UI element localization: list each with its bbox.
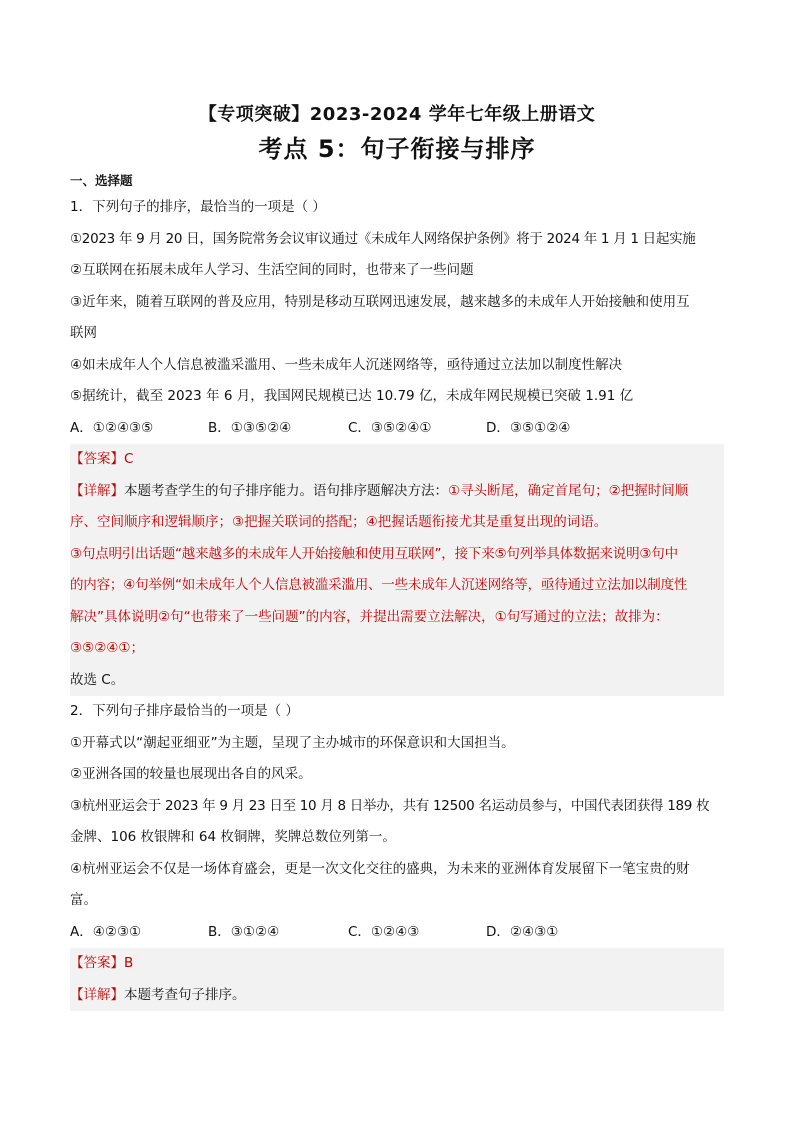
detail-tag: 【详解】	[70, 482, 124, 499]
option-c[interactable]: C．①②④③	[348, 923, 420, 940]
answer-value: C	[124, 451, 134, 467]
option-b[interactable]: B．③①②④	[208, 923, 280, 940]
detail-line-5: 解决”具体说明②句“也带来了一些问题”的内容，并提出需要立法解决，①句写通过的立法；故排为：	[70, 608, 669, 625]
answer-block	[70, 444, 724, 696]
conclusion-line: 故选 C。	[70, 671, 125, 688]
answer-block	[70, 948, 724, 1011]
sentence-3b: 联网	[70, 325, 97, 341]
sentence-4b: 富。	[70, 892, 97, 908]
sentence-3b: 金牌、106 枚银牌和 64 枚铜牌，奖牌总数位列第一。	[70, 829, 396, 845]
document-page	[70, 100, 724, 1011]
option-d[interactable]: D．②④③①	[486, 923, 559, 940]
sentence-4: ④如未成年人个人信息被滥采滥用、一些未成年人沉迷网络等，亟待通过立法加以制度性解决	[70, 356, 623, 373]
detail-line-2: 序、空间顺序和逻辑顺序；③把握关联词的搭配；④把握话题衔接尤其是重复出现的词语。	[70, 514, 608, 530]
option-a[interactable]: A．①②④③⑤	[70, 419, 154, 436]
answer-line	[70, 444, 724, 476]
option-c[interactable]: C．③⑤②④①	[348, 419, 432, 436]
detail-line-1	[70, 476, 724, 508]
option-a[interactable]: A．④②③①	[70, 923, 142, 940]
answer-tag: 【答案】	[70, 955, 124, 971]
detail-line-4: 的内容；④句举例“如未成年人个人信息被滥采滥用、一些未成年人沉迷网络等，亟待通过立法加以制度性	[70, 577, 688, 593]
document-subtitle: 考点 5：句子衔接与排序	[258, 135, 536, 163]
detail-line-3: ③句点明引出话题“越来越多的未成年人开始接触和使用互联网”，接下来⑤句列举具体数据来说明③句中	[70, 545, 678, 562]
question-stem: 2．下列句子排序最恰当的一项是（ ）	[70, 703, 299, 719]
sentence-3a: ③近年来，随着互联网的普及应用，特别是移动互联网迅速发展，越来越多的未成年人开始接触和使用互	[70, 293, 690, 310]
detail-text: 本题考查句子排序。	[124, 986, 246, 1003]
sentence-5: ⑤据统计，截至 2023 年 6 月，我国网民规模已达 10.79 亿，未成年网民规模已突破 1.91 亿	[70, 388, 634, 404]
question-stem: 1．下列句子的排序，最恰当的一项是（ ）	[70, 199, 326, 215]
sentence-2: ②亚洲各国的较量也展现出各自的风采。	[70, 766, 312, 782]
options-row	[70, 917, 724, 949]
option-b[interactable]: B．①③⑤②④	[208, 419, 292, 436]
sentence-4a: ④杭州亚运会不仅是一场体育盛会，更是一次文化交往的盛典，为未来的亚洲体育发展留下一笔宝贵的财	[70, 860, 690, 877]
document-title: 【专项突破】2023-2024 学年七年级上册语文	[198, 104, 596, 125]
detail-tag: 【详解】	[70, 986, 124, 1003]
options-row	[70, 413, 724, 445]
sentence-1: ①开幕式以“潮起亚细亚”为主题，呈现了主办城市的环保意识和大国担当。	[70, 734, 515, 751]
sentence-2: ②互联网在拓展未成年人学习、生活空间的同时，也带来了一些问题	[70, 262, 474, 278]
question-1	[70, 192, 724, 696]
detail-text-red: ①寻头断尾，确定首尾句；②把握时间顺	[448, 482, 689, 499]
detail-line-1	[70, 980, 724, 1012]
section-title: 一、选择题	[70, 173, 133, 188]
question-2	[70, 696, 724, 1011]
detail-line-6: ③⑤②④①；	[70, 640, 145, 656]
answer-value: B	[124, 955, 134, 971]
answer-line	[70, 948, 724, 980]
sentence-3a: ③杭州亚运会于 2023 年 9 月 23 日至 10 月 8 日举办，共有 12500 名运动员参与，中国代表团获得 189 枚	[70, 797, 710, 814]
detail-text: 本题考查学生的句子排序能力。语句排序题解决方法：	[124, 482, 448, 499]
sentence-1: ①2023 年 9 月 20 日，国务院常务会议审议通过《未成年人网络保护条例》将于 2024 年 1 月 1 日起实施	[70, 230, 696, 247]
answer-tag: 【答案】	[70, 451, 124, 467]
option-d[interactable]: D．③⑤①②④	[486, 419, 571, 436]
